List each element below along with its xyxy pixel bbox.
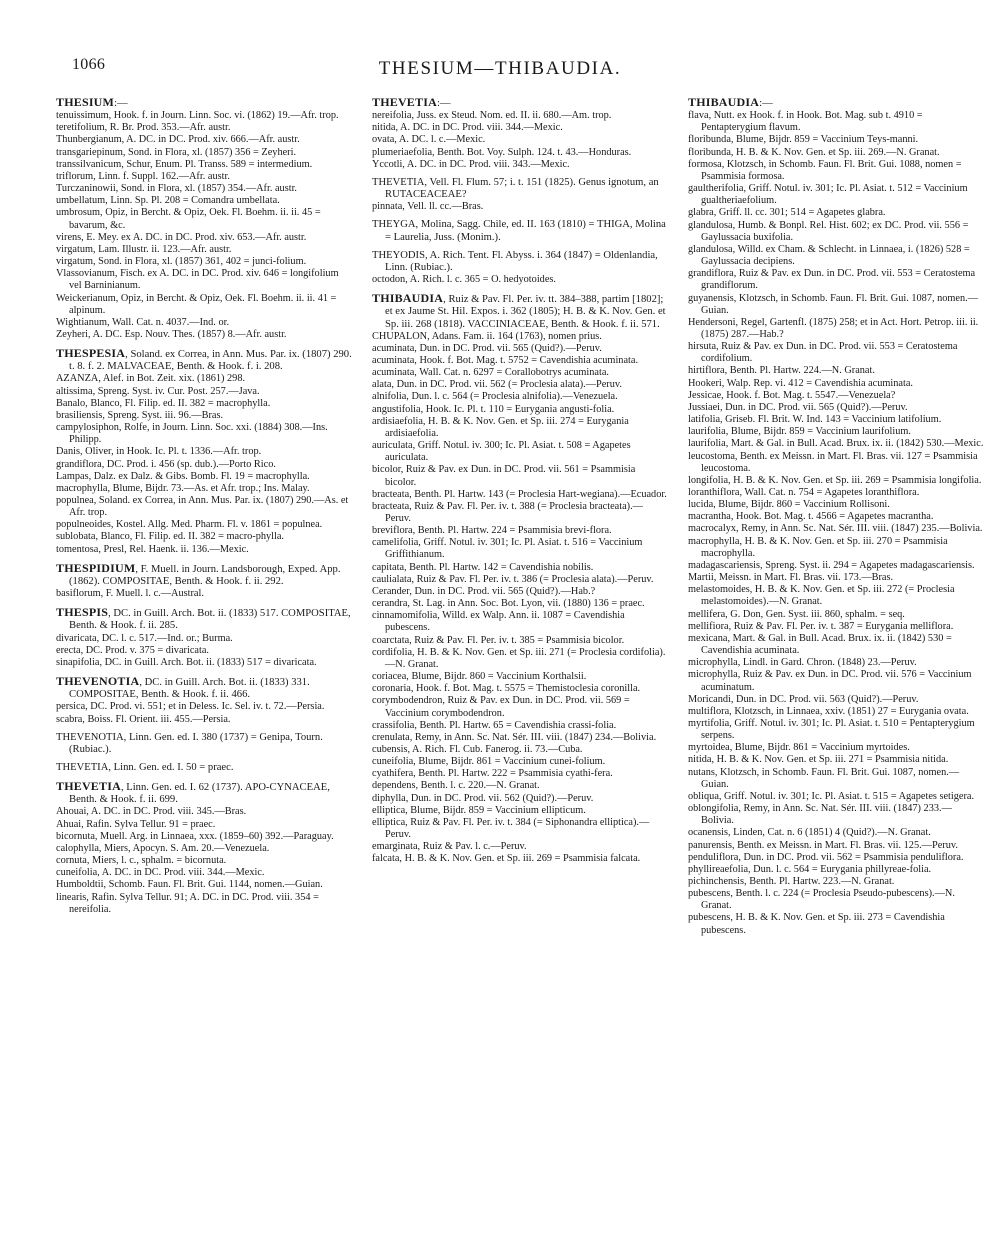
species-entry: persica, DC. Prod. vi. 551; et in Deless. Ic. Sel. iv. t. 72.—Persia. <box>56 701 325 713</box>
species-entry: CHUPALON, Adans. Fam. ii. 164 (1763), nomen prius. <box>372 330 602 342</box>
species-entry: falcata, H. B. & K. Nov. Gen. et Sp. iii. 269 = Psammisia falcata. <box>372 853 641 865</box>
species-entry: Zeyheri, A. DC. Esp. Nouv. Thes. (1857) 8.—Afr. austr. <box>56 328 287 340</box>
species-entry: sublobata, Blanco, Fl. Filip. ed. II. 382 = macro-phylla. <box>56 531 285 543</box>
species-entry: teretifolium, R. Br. Prod. 353.—Afr. austr. <box>56 122 231 134</box>
page-number: 1066 <box>72 56 106 73</box>
species-entry: macrophylla, H. B. & K. Nov. Gen. et Sp. iii. 270 = Psammisia macrophylla. <box>688 535 948 559</box>
species-entry: flava, Nutt. ex Hook. f. in Hook. Bot. Mag. sub t. 4910 = Pentapterygium flavum. <box>688 110 923 134</box>
species-entry: ovata, A. DC. l. c.—Mexic. <box>372 134 486 146</box>
species-entry: Turczaninowii, Sond. in Flora, xl. (1857) 354.—Afr. austr. <box>56 183 298 195</box>
species-entry: coarctata, Ruiz & Pav. Fl. Per. iv. t. 385 = Psammisia bicolor. <box>372 634 625 646</box>
species-entry: Jessicae, Hook. f. Bot. Mag. t. 5547.—Venezuela? <box>688 389 896 401</box>
species-entry: tomentosa, Presl, Rel. Haenk. ii. 136.—Mexic. <box>56 543 249 555</box>
species-entry: transgariepinum, Sond. in Flora, xl. (1857) 356 = Zeyheri. <box>56 146 297 158</box>
species-entry: cornuta, Miers, l. c., sphalm. = bicornuta. <box>56 855 227 867</box>
species-entry: Jussiaei, Dun. in DC. Prod. vii. 565 (Quid?).—Peruv. <box>688 401 908 413</box>
species-entry: umbellatum, Linn. Sp. Pl. 208 = Comandra umbellata. <box>56 195 280 207</box>
species-entry: crassifolia, Benth. Pl. Hartw. 65 = Cavendishia crassi-folia. <box>372 719 617 731</box>
species-entry: scabra, Boiss. Fl. Orient. iii. 455.—Persia. <box>56 713 231 725</box>
genus-entry <box>56 675 352 701</box>
genus-entry <box>56 347 352 373</box>
species-entry: Wightianum, Wall. Cat. n. 4037.—Ind. or. <box>56 316 230 328</box>
genus-entry <box>372 177 668 201</box>
species-entry: nitida, H. B. & K. Nov. Gen. et Sp. iii. 271 = Psammisia nitida. <box>688 754 949 766</box>
species-entry: Yccotli, A. DC. in DC. Prod. viii. 343.—Mexic. <box>372 158 570 170</box>
species-entry: coronaria, Hook. f. Bot. Mag. t. 5575 = Themistoclesia coronilla. <box>372 683 641 695</box>
species-entry: bracteata, Ruiz & Pav. Fl. Per. iv. t. 388 (= Proclesia bracteata).—Peruv. <box>372 500 643 524</box>
species-entry: cuneifolia, Blume, Bijdr. 861 = Vaccinium cunei-folium. <box>372 756 606 768</box>
genus-entry <box>688 96 984 110</box>
species-entry: calophylla, Miers, Apocyn. S. Am. 20.—Venezuela. <box>56 842 270 854</box>
species-entry: populnea, Soland. ex Correa, in Ann. Mus. Par. ix. (1807) 290.—As. et Afr. trop. <box>56 495 349 519</box>
species-entry: obliqua, Griff. Notul. iv. 301; Ic. Pl. Asiat. t. 515 = Agapetes setigera. <box>688 790 975 802</box>
genus-citation: THEYGA, Molina, Sagg. Chile, ed. II. 163 (1810) = THIGA, Molina = Laurelia, Juss. (Monim.). <box>372 219 666 243</box>
species-entry: penduliflora, Dun. in DC. Prod. vii. 562 = Psammisia penduliflora. <box>688 851 964 863</box>
species-entry: plumeriaefolia, Benth. Bot. Voy. Sulph. 124. t. 43.—Honduras. <box>372 146 632 158</box>
species-entry: nitida, A. DC. in DC. Prod. viii. 344.—Mexic. <box>372 122 563 134</box>
species-entry: virens, E. Mey. ex A. DC. in DC. Prod. xiv. 653.—Afr. austr. <box>56 231 307 243</box>
species-entry: umbrosum, Opiz, in Bercht. & Opiz, Oek. Fl. Boehm. ii. ii. 45 = bavarum, &c. <box>56 207 321 231</box>
column-2 <box>372 96 668 866</box>
species-entry: macrantha, Hook. Bot. Mag. t. 4566 = Agapetes macrantha. <box>688 511 934 523</box>
genus-entry <box>56 762 352 774</box>
species-entry: melastomoides, H. B. & K. Nov. Gen. et Sp. iii. 272 (= Proclesia melastomoides).—N. Granat. <box>688 584 955 608</box>
species-entry: coriacea, Blume, Bijdr. 860 = Vaccinium Korthalsii. <box>372 671 587 683</box>
species-entry: Thunbergianum, A. DC. in DC. Prod. xiv. 666.—Afr. austr. <box>56 134 300 146</box>
species-entry: camelifolia, Griff. Notul. iv. 301; Ic. Pl. Asiat. t. 516 = Vaccinium Griffithianum. <box>372 537 643 561</box>
species-entry: crenulata, Remy, in Ann. Sc. Nat. Sér. III. viii. (1847) 234.—Bolivia. <box>372 731 657 743</box>
species-entry: pubescens, H. B. & K. Nov. Gen. et Sp. iii. 273 = Cavendishia pubescens. <box>688 912 945 936</box>
species-entry: nereifolia, Juss. ex Steud. Nom. ed. II. ii. 680.—Am. trop. <box>372 110 612 122</box>
genus-entry <box>56 606 352 632</box>
genus-name: THEVETIA <box>56 779 121 794</box>
species-entry: alnifolia, Dun. l. c. 564 (= Proclesia alnifolia).—Venezuela. <box>372 391 618 403</box>
species-entry: dependens, Benth. l. c. 220.—N. Granat. <box>372 780 540 792</box>
species-entry: mellifiora, Ruiz & Pav. Fl. Per. iv. t. 387 = Eurygania melliflora. <box>688 620 954 632</box>
species-entry: triflorum, Linn. f. Suppl. 162.—Afr. austr. <box>56 170 230 182</box>
species-entry: glabra, Griff. ll. cc. 301; 514 = Agapetes glabra. <box>688 207 886 219</box>
genus-name: THIBAUDIA <box>688 95 760 109</box>
species-entry: microphylla, Ruiz & Pav. ex Dun. in DC. Prod. vii. 576 = Vaccinium acuminatum. <box>688 669 972 693</box>
species-entry: laurifolia, Blume, Bijdr. 859 = Vaccinium laurifolium. <box>688 426 911 438</box>
species-entry: formosa, Klotzsch, in Schomb. Faun. Fl. Brit. Gui. 1088, nomen = Psammisia formosa. <box>688 158 962 182</box>
genus-entry <box>56 96 352 110</box>
species-entry: virgatum, Lam. Illustr. ii. 123.—Afr. austr. <box>56 243 232 255</box>
genus-name: THESPIDIUM <box>56 560 136 575</box>
species-entry: cordifolia, H. B. & K. Nov. Gen. et Sp. iii. 271 (= Proclesia cordifolia).—N. Granat. <box>372 646 666 670</box>
species-entry: breviflora, Benth. Pl. Hartw. 224 = Psammisia brevi-flora. <box>372 525 612 537</box>
species-entry: linearis, Rafin. Sylva Tellur. 91; A. DC. in DC. Prod. viii. 354 = nereifolia. <box>56 891 319 915</box>
species-entry: acuminata, Wall. Cat. n. 6297 = Corallobotrys acuminata. <box>372 367 609 379</box>
species-entry: corymbodendron, Ruiz & Pav. ex Dun. in DC. Prod. vii. 569 = Vaccinium corymbodendron. <box>372 695 630 719</box>
species-entry: panurensis, Benth. ex Meissn. in Mart. Fl. Bras. vii. 125.—Peruv. <box>688 839 958 851</box>
species-entry: madagascariensis, Spreng. Syst. ii. 294 = Agapetes madagascariensis. <box>688 559 975 571</box>
species-entry: latifolia, Griseb. Fl. Brit. W. Ind. 143 = Vaccinium latifolium. <box>688 414 942 426</box>
species-entry: cyathifera, Benth. Pl. Hartw. 222 = Psammisia cyathi-fera. <box>372 768 613 780</box>
species-entry: divaricata, DC. l. c. 517.—Ind. or.; Burma. <box>56 632 233 644</box>
species-entry: myrtoidea, Blume, Bijdr. 861 = Vaccinium myrtoides. <box>688 742 910 754</box>
species-entry: pichinchensis, Benth. Pl. Hartw. 223.—N. Granat. <box>688 876 895 887</box>
species-entry: macrophylla, Blume, Bijdr. 73.—As. et Afr. trop.; Ins. Malay. <box>56 482 310 494</box>
genus-citation: :— <box>436 98 451 109</box>
genus-name: THEVETIA <box>372 95 437 109</box>
genus-citation: :— <box>759 98 773 109</box>
genus-entry <box>56 780 352 806</box>
genus-entry <box>56 562 352 588</box>
species-entry: elliptica, Ruiz & Pav. Fl. Per. iv. t. 384 (= Siphonandra elliptica).—Peruv. <box>372 816 650 841</box>
species-entry: alata, Dun. in DC. Prod. vii. 562 (= Proclesia alata).—Peruv. <box>372 379 622 391</box>
genus-entry <box>372 292 668 330</box>
species-entry: emarginata, Ruiz & Pav. l. c.—Peruv. <box>372 841 527 853</box>
species-entry: multiflora, Klotzsch, in Linnaea, xxiv. (1851) 27 = Eurygania ovata. <box>688 705 969 717</box>
species-entry: erecta, DC. Prod. v. 375 = divaricata. <box>56 644 209 656</box>
species-entry: glandulosa, Humb. & Bonpl. Rel. Hist. 602; ex DC. Prod. vii. 556 = Gaylussacia buxifolia. <box>688 219 969 243</box>
species-entry: ocanensis, Linden, Cat. n. 6 (1851) 4 (Quid?).—N. Granat. <box>688 827 931 839</box>
species-entry: Ahuai, Rafin. Sylva Tellur. 91 = praec. <box>56 818 216 830</box>
species-entry: cubensis, A. Rich. Fl. Cub. Fanerog. ii. 73.—Cuba. <box>372 743 583 755</box>
species-entry: diphylla, Dun. in DC. Prod. vii. 562 (Quid?).—Peruv. <box>372 792 594 804</box>
species-entry: ardisiaefolia, H. B. & K. Nov. Gen. et Sp. iii. 274 = Eurygania ardisiaefolia. <box>372 415 629 439</box>
species-entry: Lampas, Dalz. ex Dalz. & Gibs. Bomb. Fl. 19 = macrophylla. <box>56 470 310 482</box>
genus-citation: , Soland. ex Correa, in Ann. Mus. Par. ix. (1807) 290. t. 8. f. 2. MALVACEAE, Benth. & Hook. f. i. 208. <box>69 349 352 373</box>
genus-entry <box>372 219 668 243</box>
species-entry: floribunda, Blume, Bijdr. 859 = Vaccinium Teys-manni. <box>688 134 919 146</box>
species-entry: microphylla, Lindl. in Gard. Chron. (1848) 23.—Peruv. <box>688 657 917 669</box>
genus-name: THESPESIA <box>56 346 126 361</box>
species-entry: acuminata, Dun. in DC. Prod. vii. 565 (Quid?).—Peruv. <box>372 342 602 354</box>
species-entry: leucostoma, Benth. ex Meissn. in Mart. Fl. Bras. vii. 127 = Psammisia leucostoma. <box>688 450 978 474</box>
column-3 <box>688 96 984 937</box>
species-entry: lucida, Blume, Bijdr. 860 = Vaccinium Rollisoni. <box>688 499 890 511</box>
species-entry: pubescens, Benth. l. c. 224 (= Proclesia Pseudo-pubescens).—N. Granat. <box>688 888 955 912</box>
species-entry: cerandra, St. Lag. in Ann. Soc. Bot. Lyon, vii. (1880) 136 = praec. <box>372 598 645 610</box>
species-entry: transsilvanicum, Schur, Enum. Pl. Transs. 589 = intermedium. <box>56 158 313 170</box>
species-entry: grandiflora, Ruiz & Pav. ex Dun. in DC. Prod. vii. 553 = Ceratostema grandiflorum. <box>688 268 976 292</box>
species-entry: Hookeri, Walp. Rep. vi. 412 = Cavendishia acuminata. <box>688 377 913 389</box>
genus-entry <box>372 250 668 274</box>
species-entry: oblongifolia, Remy, in Ann. Sc. Nat. Sér. III. viii. (1847) 233.—Bolivia. <box>688 803 952 827</box>
species-entry: macrocalyx, Remy, in Ann. Sc. Nat. Sér. III. viii. (1847) 235.—Bolivia. <box>688 523 983 535</box>
genus-citation: THEVETIA, Linn. Gen. ed. I. 50 = praec. <box>56 761 234 773</box>
genus-entry <box>372 96 668 110</box>
genus-name: THIBAUDIA <box>372 291 444 306</box>
genus-citation: THEYODIS, A. Rich. Tent. Fl. Abyss. i. 364 (1847) = Oldenlandia, Linn. (Rubiac.). <box>372 249 658 273</box>
species-entry: octodon, A. Rich. l. c. 365 = O. hedyotoides. <box>372 274 556 286</box>
species-entry: campylosiphon, Rolfe, in Journ. Linn. Soc. xxi. (1884) 308.—Ins. Philipp. <box>56 422 328 446</box>
species-entry: longifolia, H. B. & K. Nov. Gen. et Sp. iii. 269 = Psammisia longifolia. <box>688 474 982 486</box>
species-entry: laurifolia, Mart. & Gal. in Bull. Acad. Brux. ix. ii. (1842) 530.—Mexic. <box>688 438 984 450</box>
species-entry: brasiliensis, Spreng. Syst. iii. 96.—Bras. <box>56 409 224 421</box>
genus-name: THESPIS <box>56 605 109 620</box>
genus-citation: THEVETIA, Vell. Fl. Flum. 57; i. t. 151 (1825). Genus ignotum, an RUTACEACEAE? <box>372 176 659 201</box>
species-entry: angustifolia, Hook. Ic. Pl. t. 110 = Eurygania angusti-folia. <box>372 403 615 415</box>
species-entry: Humboldtii, Schomb. Faun. Fl. Brit. Gui. 1144, nomen.—Guian. <box>56 879 323 891</box>
species-entry: grandiflora, DC. Prod. i. 456 (sp. dub.).—Porto Rico. <box>56 458 276 470</box>
species-entry: capitata, Benth. Pl. Hartw. 142 = Cavendishia nobilis. <box>372 561 594 573</box>
species-entry: Vlassovianum, Fisch. ex A. DC. in DC. Prod. xiv. 646 = longifolium vel Barninianum. <box>56 268 339 292</box>
genus-name: THEVENOTIA <box>56 674 140 689</box>
species-entry: tenuissimum, Hook. f. in Journ. Linn. Soc. vi. (1862) 19.—Afr. trop. <box>56 110 339 122</box>
species-entry: AZANZA, Alef. in Bot. Zeit. xix. (1861) 298. <box>56 373 246 385</box>
species-entry: bicolor, Ruiz & Pav. ex Dun. in DC. Prod. vii. 561 = Psammisia bicolor. <box>372 464 636 488</box>
genus-citation: , Linn. Gen. ed. I. 62 (1737). APO-CYNACEAE, Benth. & Hook. f. ii. 699. <box>69 782 330 806</box>
species-entry: acuminata, Hook. f. Bot. Mag. t. 5752 = Cavendishia acuminata. <box>372 354 639 366</box>
genus-citation: , DC. in Guill. Arch. Bot. ii. (1833) 517. COMPOSITAE, Benth. & Hook. f. ii. 285. <box>69 608 351 632</box>
species-entry: mellifera, G. Don, Gen. Syst. iii. 860, sphalm. = seq. <box>688 608 905 620</box>
species-entry: populneoides, Kostel. Allg. Med. Pharm. Fl. v. 1861 = populnea. <box>56 519 323 531</box>
species-entry: Banalo, Blanco, Fl. Filip. ed. II. 382 = macrophylla. <box>56 397 271 409</box>
species-entry: floribunda, H. B. & K. Nov. Gen. et Sp. iii. 269.—N. Granat. <box>688 146 940 158</box>
species-entry: altissima, Spreng. Syst. iv. Cur. Post. 257.—Java. <box>56 385 260 397</box>
species-entry: Weickerianum, Opiz, in Bercht. & Opiz, Oek. Fl. Boehm. ii. ii. 41 = alpinum. <box>56 292 337 316</box>
species-entry: Moricandi, Dun. in DC. Prod. vii. 563 (Quid?).—Peruv. <box>688 693 919 705</box>
species-entry: loranthiflora, Wall. Cat. n. 754 = Agapetes loranthiflora. <box>688 487 920 498</box>
species-entry: elliptica, Blume, Bijdr. 859 = Vaccinium ellipticum. <box>372 804 586 816</box>
species-entry: cinnamomifolia, Willd. ex Walp. Ann. ii. 1087 = Cavendishia pubescens. <box>372 610 625 634</box>
genus-citation: :— <box>114 98 128 109</box>
genus-citation: , DC. in Guill. Arch. Bot. ii. (1833) 331. COMPOSITAE, Benth. & Hook. f. ii. 466. <box>69 677 310 701</box>
species-entry: myrtifolia, Griff. Notul. iv. 301; Ic. Pl. Asiat. t. 510 = Pentapterygium serpens. <box>688 717 975 742</box>
genus-entry <box>56 732 352 756</box>
species-entry: bicornuta, Muell. Arg. in Linnaea, xxx. (1859–60) 392.—Paraguay. <box>56 830 334 842</box>
species-entry: virgatum, Sond. in Flora, xl. (1857) 361, 402 = junci-folium. <box>56 256 307 268</box>
species-entry: glandulosa, Willd. ex Cham. & Schlecht. in Linnaea, i. (1826) 528 = Gaylussacia decipiens. <box>688 243 970 268</box>
species-entry: auriculata, Griff. Notul. iv. 300; Ic. Pl. Asiat. t. 508 = Agapetes auriculata. <box>372 440 631 464</box>
running-head: THESIUM—THIBAUDIA. <box>378 58 622 79</box>
species-entry: Danis, Oliver, in Hook. Ic. Pl. t. 1336.—Afr. trop. <box>56 446 262 458</box>
species-entry: hirtiflora, Benth. Pl. Hartw. 224.—N. Granat. <box>688 365 875 377</box>
genus-name: THESIUM <box>56 95 115 109</box>
species-entry: phyllireaefolia, Dun. l. c. 564 = Eurygania phillyreae-folia. <box>688 863 932 875</box>
genus-citation: , F. Muell. in Journ. Landsborough, Exped. App. (1862). COMPOSITAE, Benth. & Hook. f. ii. 292. <box>69 563 341 587</box>
species-entry: basiflorum, F. Muell. l. c.—Austral. <box>56 588 204 600</box>
species-entry: mexicana, Mart. & Gal. in Bull. Acad. Brux. ix. ii. (1842) 530 = Cavendishia acuminata. <box>688 632 952 657</box>
genus-citation: , Ruiz & Pav. Fl. Per. iv. tt. 384–388, partim [1802]; et ex Jaume St. Hil. Expos. i. 362 (1805); H. B. & K. Nov. Gen. et Sp. iii. 268 (1818). VACCINIACEAE, Benth. & Hook. f. ii. 571. <box>385 294 666 330</box>
column-1 <box>56 96 352 916</box>
species-entry: bracteata, Benth. Pl. Hartw. 143 (= Proclesia Hart-wegiana).—Ecuador. <box>372 488 667 500</box>
species-entry: pinnata, Vell. ll. cc.—Bras. <box>372 201 484 213</box>
species-entry: gaultherifolia, Griff. Notul. iv. 301; Ic. Pl. Asiat. t. 512 = Vaccinium gualtheriaefolium. <box>688 183 968 207</box>
genus-citation: THEVENOTIA, Linn. Gen. ed. I. 380 (1737) = Genipa, Tourn. (Rubiac.). <box>56 731 323 755</box>
species-entry: hirsuta, Ruiz & Pav. ex Dun. in DC. Prod. vii. 553 = Ceratostema cordifolium. <box>688 341 958 365</box>
species-entry: nutans, Klotzsch, in Schomb. Faun. Fl. Brit. Gui. 1087, nomen.—Guian. <box>688 766 960 790</box>
species-entry: Hendersoni, Regel, Gartenfl. (1875) 258; et in Act. Hort. Petrop. iii. ii. (1875) 287.—Hab.? <box>688 316 979 340</box>
species-entry: guyanensis, Klotzsch, in Schomb. Faun. Fl. Brit. Gui. 1087, nomen.—Guian. <box>688 292 979 316</box>
species-entry: Ahouai, A. DC. in DC. Prod. viii. 345.—Bras. <box>56 806 247 818</box>
species-entry: cuneifolia, A. DC. in DC. Prod. viii. 344.—Mexic. <box>56 867 265 879</box>
species-entry: Cerander, Dun. in DC. Prod. vii. 565 (Quid?).—Hab.? <box>372 585 596 597</box>
species-entry: sinapifolia, DC. in Guill. Arch. Bot. ii. (1833) 517 = divaricata. <box>56 656 317 668</box>
species-entry: Martii, Meissn. in Mart. Fl. Bras. vii. 173.—Bras. <box>688 572 894 584</box>
species-entry: caulialata, Ruiz & Pav. Fl. Per. iv. t. 386 (= Proclesia alata).—Peruv. <box>372 573 654 585</box>
